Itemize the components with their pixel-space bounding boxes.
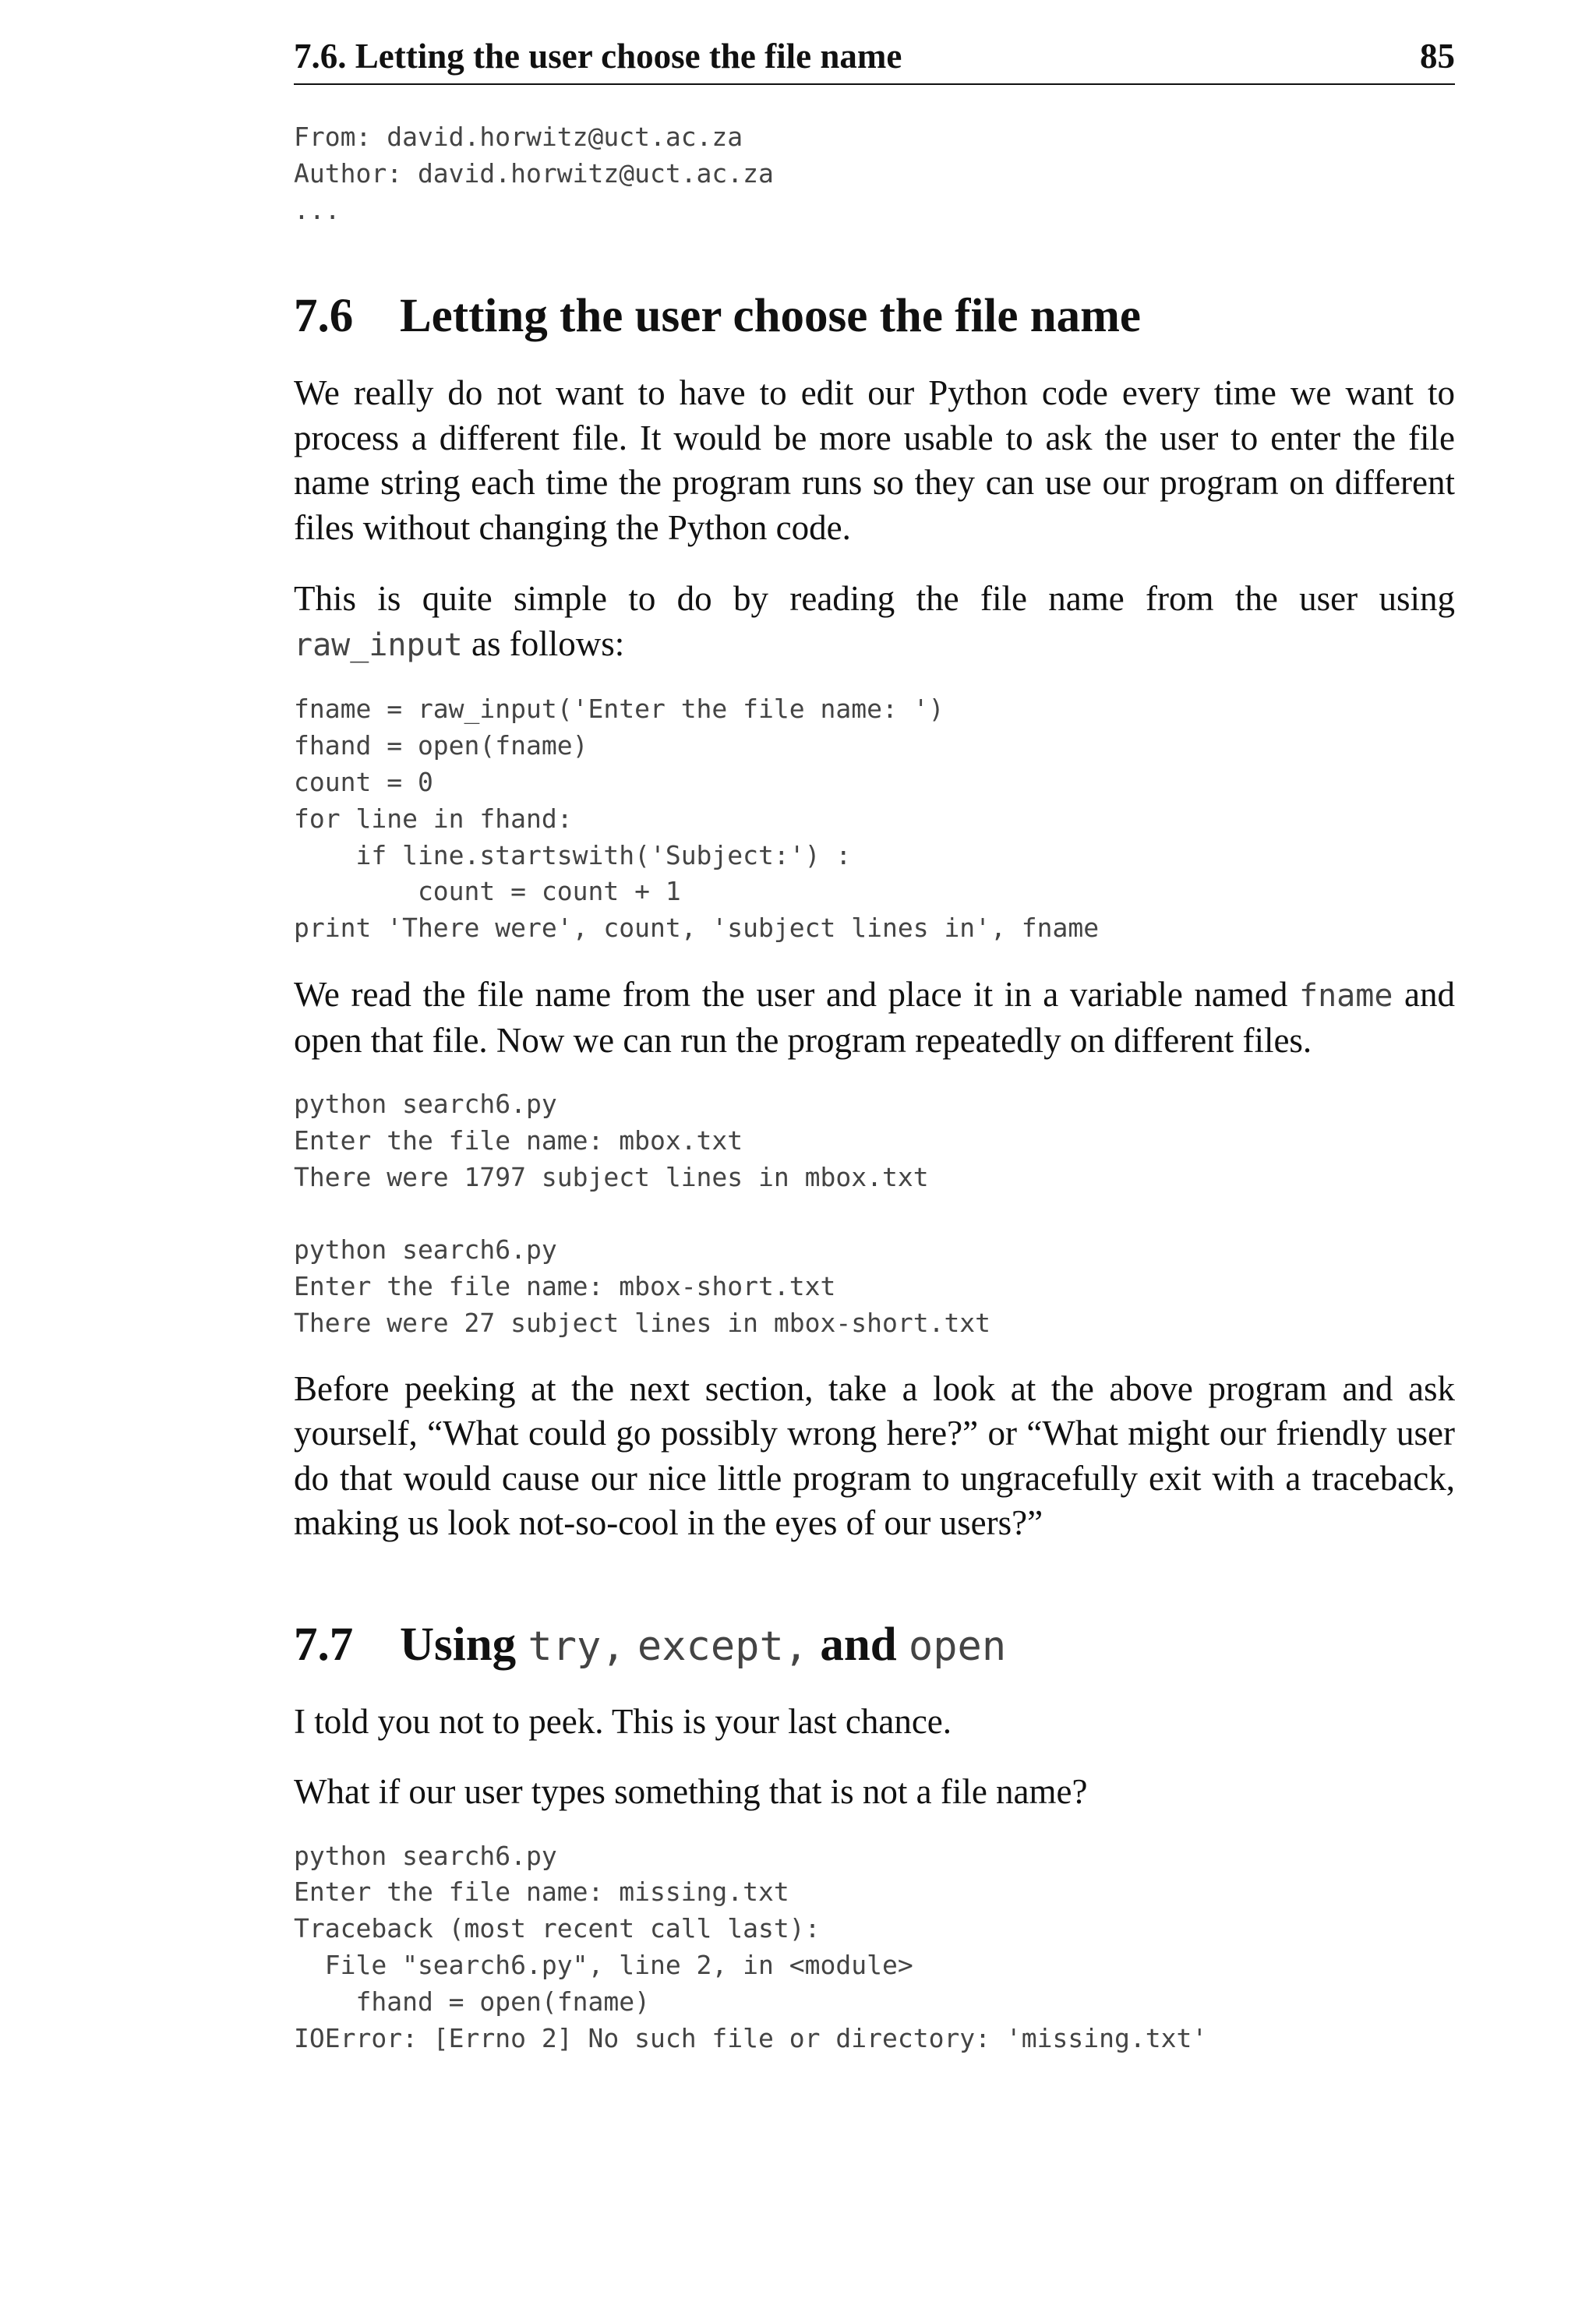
- paragraph-intro: We really do not want to have to edit our Python code every time we want to process a different file. It would be more usable to ask the user to enter the file name string each time the program runs so they can use our program on different files without changing the Python code.: [294, 373, 1455, 547]
- code-block-traceback: python search6.py Enter the file name: missing.txt Traceback (most recent call last): File "search6.py", line 2, in <module> fhand = open(fname) IOError: [Errno 2] No such file or directory: 'missing.txt': [294, 1840, 1208, 2053]
- code-block-runs: python search6.py Enter the file name: mbox.txt There were 1797 subject lines in mbox.txt python search6.py Enter the file name: mbox-short.txt There were 27 subject lines in mbox-short.txt: [294, 1088, 991, 1338]
- paragraph-fname: We read the file name from the user and place it in a variable named fname and open that file. Now we can run the program repeatedly on different files.: [294, 974, 1455, 1061]
- running-head: [294, 39, 1455, 85]
- inline-code-fname: fname: [1298, 977, 1393, 1014]
- section-title-and: and: [820, 1618, 897, 1671]
- page-number: 85: [1420, 37, 1455, 76]
- book-page: [294, 39, 1455, 2057]
- code-block-email-output: From: david.horwitz@uct.ac.za Author: david.horwitz@uct.ac.za ...: [294, 122, 774, 225]
- section-title-using: Using: [400, 1618, 517, 1671]
- paragraph-before-peeking: Before peeking at the next section, take a look at the above program and ask yourself, “What could go possibly wrong here?” or “What might our friendly user do that would cause our nice little program to ungracefully exit with a traceback, making us look not-so-cool in the eyes of our users?”: [294, 1368, 1455, 1543]
- heading-code-except: except,: [637, 1622, 809, 1670]
- inline-code-raw-input: raw_input: [294, 627, 463, 663]
- code-block-program: fname = raw_input('Enter the file name: ') fhand = open(fname) count = 0 for line in fhand: if line.startswith('Subject:') : count = count + 1 print 'There were', count, 'subject lines in', fname: [294, 694, 1100, 944]
- heading-code-try: try,: [528, 1622, 626, 1670]
- paragraph-question: What if our user types something that is not a file name?: [294, 1772, 1088, 1812]
- section-heading-7-6: [294, 290, 1455, 343]
- section-number: 7.6: [294, 290, 354, 343]
- section-number: 7.7: [294, 1618, 354, 1671]
- paragraph-raw-input: This is quite simple to do by reading the file name from the user using raw_input as follows:: [294, 579, 1455, 663]
- section-heading-7-7: [294, 1618, 1455, 1671]
- heading-code-open: open: [908, 1622, 1007, 1670]
- section-title: Letting the user choose the file name: [400, 290, 1142, 343]
- running-head-title: 7.6. Letting the user choose the file name: [294, 37, 902, 76]
- paragraph-last-chance: I told you not to peek. This is your last chance.: [294, 1701, 952, 1741]
